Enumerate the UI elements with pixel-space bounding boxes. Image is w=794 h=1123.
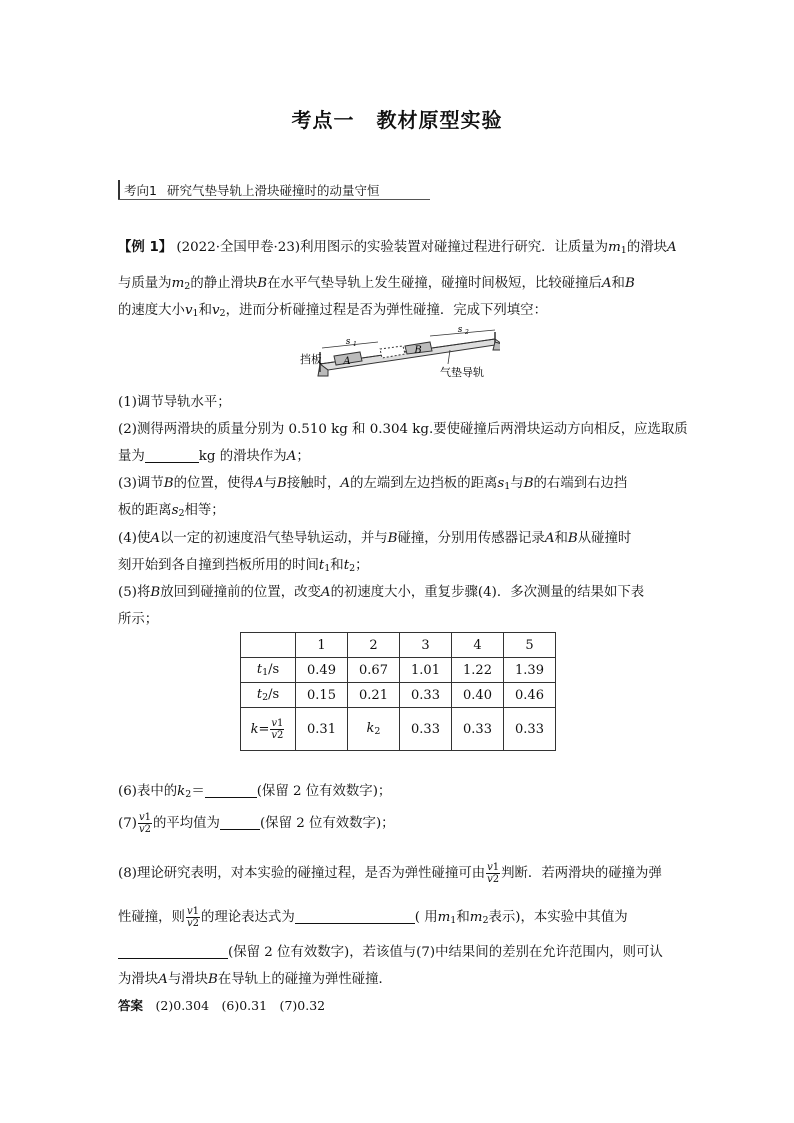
step-6: (6)表中的$k_2=$ (保留 2 位有效数字)； — [118, 784, 392, 800]
table-cell: 0.33 — [400, 683, 452, 708]
step-2-line-1: (2)测得两滑块的质量分别为 0.510 kg 和 0.304 kg.要使碰撞后两滑块运动方向相反，应选取质 — [118, 422, 688, 437]
table-row-t1 — [241, 658, 556, 683]
section-bar — [118, 180, 120, 200]
row-label-t1: $t_1/s$ — [241, 658, 296, 683]
table-header: 1 — [296, 633, 348, 658]
page-title — [0, 104, 794, 133]
step-7: (7) $\frac{v1}{v2}$ 的平均值为 (保留 2 位有效数字)； — [118, 812, 395, 835]
svg-text:2: 2 — [465, 329, 469, 336]
table-cell: 0.67 — [348, 658, 400, 683]
step-3-line-2: 板的距离$s_2$相等； — [118, 503, 225, 519]
section-heading — [118, 180, 430, 200]
section-underline — [118, 199, 430, 200]
title-part-2: 教材原型实验 — [376, 108, 503, 132]
table-cell-k2: $k_2$ — [348, 708, 400, 751]
table-header: 3 — [400, 633, 452, 658]
table-cell: 1.22 — [452, 658, 504, 683]
table-cell: 0.33 — [400, 708, 452, 751]
row-label-k: k= $\frac{v1}{v2}$ — [241, 708, 296, 751]
s1-marker — [322, 337, 378, 348]
step-5-line-2: 所示； — [118, 612, 159, 627]
table-cell: 0.49 — [296, 658, 348, 683]
table-cell: 0.21 — [348, 683, 400, 708]
step-1: (1)调节导轨水平； — [118, 395, 231, 410]
table-cell: 0.33 — [504, 708, 556, 751]
table-cell: 0.33 — [452, 708, 504, 751]
table-cell: 1.01 — [400, 658, 452, 683]
example-line-3: 的速度大小$v_1$和$v_2$，进而分析碰撞过程是否为弹性碰撞．完成下列填空： — [118, 303, 547, 319]
answer-line — [118, 996, 678, 1014]
example-line-1: 【例 1】 (2022·全国甲卷·23)利用图示的实验装置对碰撞过程进行研究．让质量为$m_1$的滑块A — [118, 240, 677, 256]
step-2-line-2: 量为 kg 的滑块作为A； — [118, 449, 310, 464]
svg-text:1: 1 — [353, 341, 357, 348]
example-line-2: 与质量为$m_2$的静止滑块B在水平气垫导轨上发生碰撞，碰撞时间极短，比较碰撞后A和B — [118, 276, 635, 292]
table-cell: 1.39 — [504, 658, 556, 683]
blank-step-7[interactable] — [220, 815, 260, 830]
rail-label: 气垫导轨 — [440, 366, 484, 379]
example-source: (2022·全国甲卷·23) — [176, 240, 301, 255]
table-cell: 0.40 — [452, 683, 504, 708]
air-track-diagram — [290, 322, 500, 382]
answer-label: 答案 — [118, 998, 144, 1013]
table-header-row — [241, 633, 556, 658]
blank-step-2[interactable] — [145, 448, 199, 463]
blank-step-8-value[interactable] — [118, 944, 228, 959]
title-part-1: 考点一 — [291, 108, 355, 132]
table-header: 5 — [504, 633, 556, 658]
step-3-line-1: (3)调节B的位置，使得A与B接触时，A的左端到左边挡板的距离$s_1$与B的右端到右边挡 — [118, 476, 628, 492]
blank-step-6[interactable] — [205, 783, 257, 798]
table-row-k — [241, 708, 556, 751]
step-8-line-2: 性碰撞，则 $\frac{v1}{v2}$ 的理论表达式为 ( 用$m_1$和$m_2$表示)，本实验中其值为 — [118, 906, 628, 929]
table-cell: 0.46 — [504, 683, 556, 708]
slider-a-label: A — [343, 356, 351, 367]
table-header: 2 — [348, 633, 400, 658]
section-tag: 考向1 — [124, 183, 157, 198]
row-label-t2: $t_2/s$ — [241, 683, 296, 708]
table-cell: 0.31 — [296, 708, 348, 751]
step-4-line-1: (4)使A以一定的初速度沿气垫导轨运动，并与B碰撞，分别用传感器记录A和B从碰撞时 — [118, 531, 632, 546]
slider-b-label: B — [414, 345, 422, 356]
table-header: 4 — [452, 633, 504, 658]
step-8-line-1: (8)理论研究表明，对本实验的碰撞过程，是否为弹性碰撞可由 $\frac{v1}{v2}$ 判断．若两滑块的碰撞为弹 — [118, 862, 662, 885]
section-text: 研究气垫导轨上滑块碰撞时的动量守恒 — [166, 183, 380, 198]
example-label: 【例 1】 — [118, 240, 173, 255]
blank-step-8-expression[interactable] — [295, 909, 415, 924]
answer-text: (2)0.304 (6)0.31 (7)0.32 — [155, 998, 326, 1013]
s2-marker — [430, 325, 495, 336]
measurement-table — [240, 632, 556, 751]
table-row-t2 — [241, 683, 556, 708]
step-5-line-1: (5)将B放回到碰撞前的位置，改变A的初速度大小，重复步骤(4)．多次测量的结果如下表 — [118, 585, 645, 600]
step-8-line-4: 为滑块A与滑块B在导轨上的碰撞为弹性碰撞． — [118, 972, 392, 987]
step-8-line-3: (保留 2 位有效数字)，若该值与(7)中结果间的差别在允许范围内，则可认 — [118, 941, 678, 960]
step-4-line-2: 刻开始到各自撞到挡板所用的时间$t_1$和$t_2$； — [118, 558, 369, 574]
baffle-label: 挡板 — [300, 353, 322, 366]
table-cell: 0.15 — [296, 683, 348, 708]
s2-label: s — [457, 325, 463, 335]
s1-label: s — [345, 337, 351, 347]
